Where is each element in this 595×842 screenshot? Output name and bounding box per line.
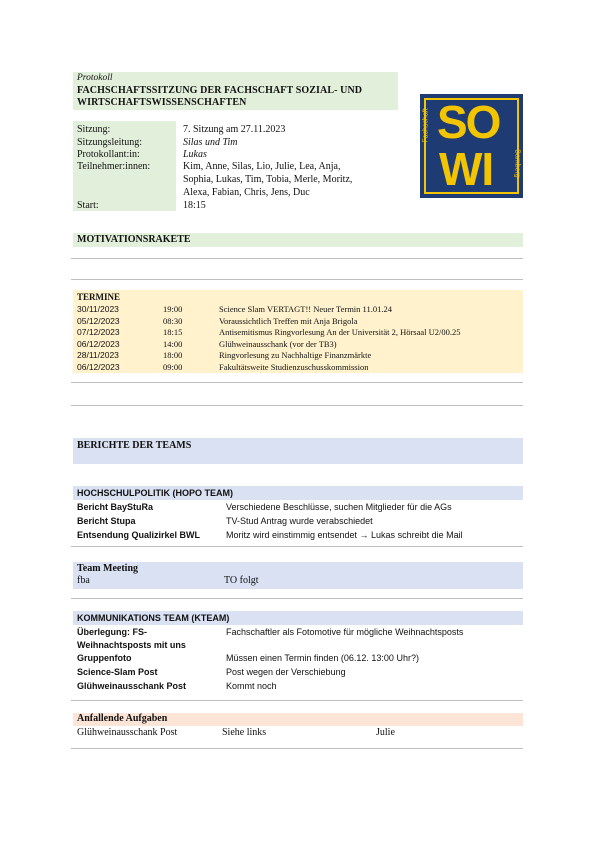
sitzung-value: 7. Sitzung am 27.11.2023: [183, 124, 286, 135]
termin-text: Science Slam VERTAGT!! Neuer Termin 11.01.24: [219, 304, 392, 314]
termin-text: Voraussichtlich Treffen mit Anja Brigola: [219, 315, 358, 326]
termin-date: 07/12/2023: [77, 327, 120, 338]
kteam-heading: KOMMUNIKATIONS TEAM (KTEAM): [77, 613, 230, 623]
termin-time: 09:00: [163, 362, 183, 372]
kteam-row-label: Glühweinausschank Post: [77, 681, 187, 691]
kteam-row1-label-line1: Überlegung: FS-: [77, 627, 147, 637]
start-value: 18:15: [183, 200, 206, 211]
aufgaben-heading: Anfallende Aufgaben: [77, 713, 168, 724]
protokoll-label: Protokoll: [77, 73, 113, 83]
kteam-row-value: Post wegen der Verschiebung: [226, 667, 346, 677]
termin-date: 06/12/2023: [77, 338, 120, 349]
divider: [71, 546, 523, 547]
hopo-row-value: Verschiedene Beschlüsse, suchen Mitglieder für die AGs: [226, 502, 452, 512]
termine-heading: TERMINE: [77, 292, 121, 302]
teilnehmer-line3: Alexa, Fabian, Chris, Jens, Duc: [183, 187, 310, 198]
divider: [71, 405, 523, 406]
aufgaben-value: Siehe links: [222, 727, 267, 738]
termin-date: 28/11/2023: [77, 350, 119, 361]
page-title-line2: WIRTSCHAFTSWISSENSCHAFTEN: [77, 97, 247, 108]
logo-so: SO: [437, 96, 500, 148]
sitzung-label: Sitzung:: [77, 124, 111, 135]
aufgaben-label: Glühweinausschank Post: [77, 727, 178, 738]
start-label: Start:: [77, 200, 99, 211]
logo-right-text: Bamberg: [513, 149, 521, 178]
termin-text: Ringvorlesung zu Nachhaltige Finanzmärkte: [219, 350, 372, 361]
leitung-label: Sitzungsleitung:: [77, 137, 142, 148]
protokollant-value: Lukas: [183, 149, 207, 160]
sowi-logo: [420, 94, 523, 198]
divider: [71, 382, 523, 383]
termin-time: 19:00: [163, 304, 183, 314]
page-title-line1: FACHSCHAFTSSITZUNG DER FACHSCHAFT SOZIAL- UND: [77, 85, 363, 96]
teilnehmer-line2: Sophia, Lukas, Tim, Tobia, Merle, Moritz,: [183, 174, 353, 185]
termin-time: 18:00: [163, 350, 183, 361]
termin-date: 06/12/2023: [77, 362, 120, 372]
termin-time: 14:00: [163, 338, 183, 349]
hopo-heading: HOCHSCHULPOLITIK (HOPO TEAM): [77, 488, 233, 498]
hopo-row-value: TV-Stud Antrag wurde verabschiedet: [226, 516, 373, 526]
divider: [71, 598, 523, 599]
berichte-heading: BERICHTE DER TEAMS: [77, 440, 192, 451]
logo-left-text: Fachschaft: [422, 108, 430, 143]
termin-text: Antisemitismus Ringvorlesung An der Universität 2, Hörsaal U2/00.25: [219, 327, 461, 338]
motivation-heading: MOTIVATIONSRAKETE: [77, 234, 191, 245]
logo-wi: WI: [439, 143, 494, 195]
meeting-heading: Team Meeting: [77, 563, 139, 574]
meeting-block: [73, 562, 523, 589]
termin-text: Fakultätsweite Studienzuschusskommission: [219, 362, 369, 372]
meeting-value: TO folgt: [224, 575, 259, 586]
termin-date: 05/12/2023: [77, 315, 120, 326]
kteam-row-value: Müssen einen Termin finden (06.12. 13:00 Uhr?): [226, 653, 419, 663]
kteam-row-label: Gruppenfoto: [77, 653, 132, 663]
divider: [71, 700, 523, 701]
divider: [71, 748, 523, 749]
termin-time: 18:15: [163, 327, 183, 338]
kteam-row-label: Science-Slam Post: [77, 667, 158, 677]
termin-time: 08:30: [163, 315, 183, 326]
hopo-row-value: Moritz wird einstimmig entsendet → Lukas schreibt die Mail: [226, 530, 463, 540]
teilnehmer-line1: Kim, Anne, Silas, Lio, Julie, Lea, Anja,: [183, 161, 341, 172]
hopo-row-label: Entsendung Qualizirkel BWL: [77, 530, 201, 540]
protokollant-label: Protokollant:in:: [77, 149, 140, 160]
termin-date: 30/11/2023: [77, 304, 119, 314]
hopo-row-label: Bericht BayStuRa: [77, 502, 154, 512]
teilnehmer-label: Teilnehmer:innen:: [77, 161, 151, 172]
aufgaben-person: Julie: [376, 727, 395, 738]
termin-text: Glühweinausschank (vor der TB3): [219, 338, 337, 349]
leitung-value: Silas und Tim: [183, 137, 238, 148]
kteam-row1-label-line2: Weihnachtsposts mit uns: [77, 640, 186, 650]
divider: [71, 279, 523, 280]
kteam-row1-value: Fachschaftler als Fotomotive für mögliche Weihnachtsposts: [226, 627, 464, 637]
kteam-row-value: Kommt noch: [226, 681, 277, 691]
divider: [71, 258, 523, 259]
hopo-row-label: Bericht Stupa: [77, 516, 136, 526]
meeting-label: fba: [77, 575, 90, 586]
